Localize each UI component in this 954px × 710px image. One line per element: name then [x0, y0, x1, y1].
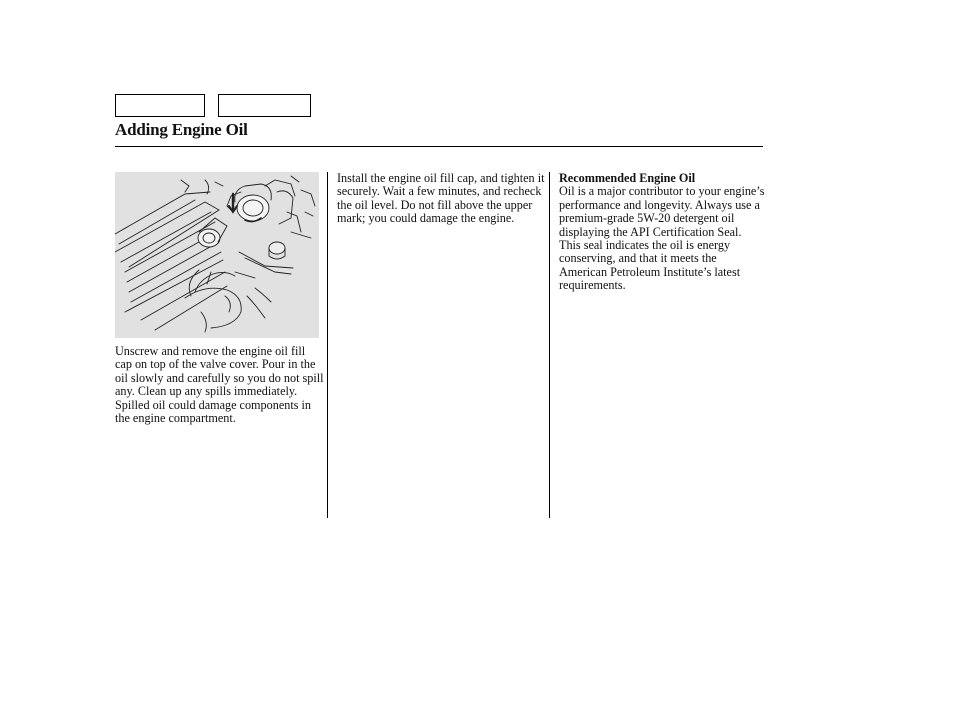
col2-paragraph: Install the engine oil fill cap, and tighten it securely. Wait a few minutes, and recheck the oil level. Do not fill above the upper mark; you could damage the engine. — [337, 171, 545, 226]
nav-prev-button[interactable] — [115, 94, 205, 117]
page-title: Adding Engine Oil — [115, 120, 248, 139]
recommended-oil-section — [559, 172, 765, 293]
oil-fill-cap-illustration — [115, 172, 319, 338]
col1-paragraph: Unscrew and remove the engine oil fill cap on top of the valve cover. Pour in the oil slowly and carefully so you do not spill any. Clean up any spills immediately. Spilled oil could damage components in the engine compartment. — [115, 344, 324, 426]
col3-paragraph: Oil is a major contributor to your engine’s performance and longevity. Always use a premium-grade 5W-20 detergent oil displaying the API Certification Seal. This seal indicates the oil is energy conserving, and that it meets the American Petroleum Institute’s latest requirements. — [559, 184, 765, 293]
nav-next-button[interactable] — [218, 94, 311, 117]
column-divider — [549, 172, 550, 518]
column-divider — [327, 172, 328, 518]
section-heading: Recommended Engine Oil — [559, 171, 696, 185]
title-rule — [115, 146, 763, 147]
